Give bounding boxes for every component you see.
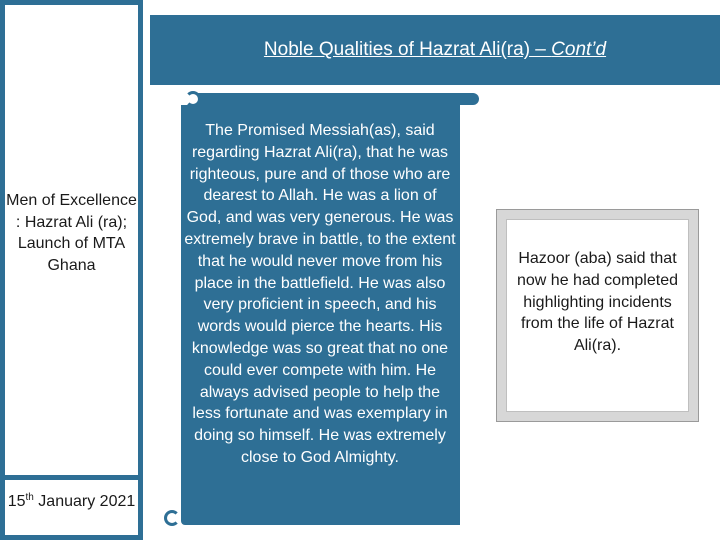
scroll-top-roll	[196, 93, 479, 105]
title-cont: Cont’d	[551, 39, 607, 60]
quote-text: Hazoor (aba) said that now he had completed highlighting incidents from the life of Hazrat Ali(ra).	[517, 250, 678, 355]
slide-subtitle: Men of Excellence : Hazrat Ali (ra); Launch of MTA Ghana	[6, 192, 137, 274]
scroll-top-curl-icon	[185, 91, 201, 107]
title-main: Noble Qualities of Hazrat Ali(ra) –	[263, 39, 552, 60]
date-day: 15	[7, 493, 26, 510]
slide-date	[5, 491, 138, 513]
scroll-bottom-curl-icon	[164, 510, 180, 526]
date-rest: January 2021	[33, 493, 136, 510]
slide-title	[150, 15, 720, 85]
scroll-text: The Promised Messiah(as), said regarding Hazrat Ali(ra), that he was righteous, pure and of those who are dearest to Allah. He was a lion of God, and was very generous. He was extremely brave in battle, to the extent that he would never move from his place in the battlefield. He was also very proficient in speech, and his words would pierce the hearts. His knowledge was so great that no one could ever compete with him. He always advised people to help the less fortunate and was exemplary in doing so himself. He was extremely close to God Almighty.	[184, 122, 456, 466]
date-suffix: th	[25, 492, 34, 503]
